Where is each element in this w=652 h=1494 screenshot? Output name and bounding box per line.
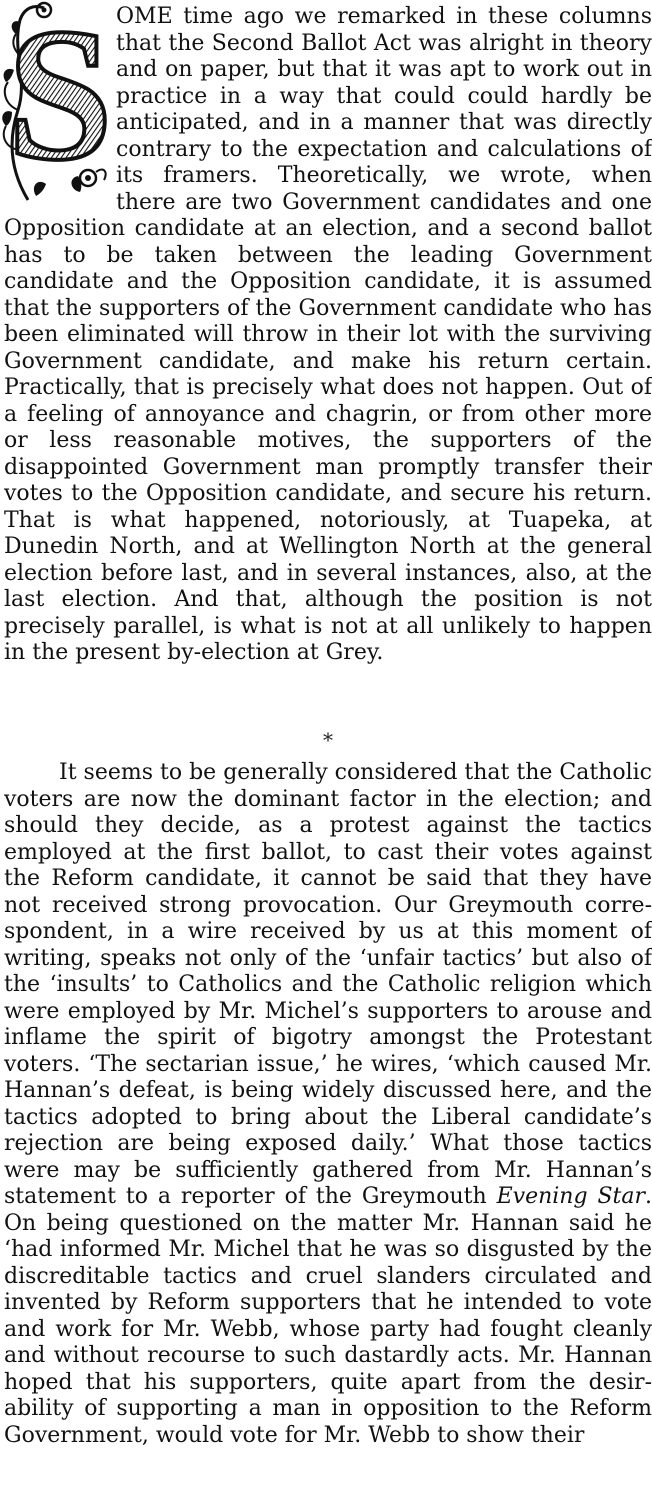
drop-cap-letter: S — [7, 0, 113, 200]
paragraph-1-text: OME time ago we remarked in these columns that the Second Ballot Act was alright in theory and on paper, but that it was apt to work out in practice in a way that could could hardly be anticipated, and in a manner that was directly contrary to the expectation and calculations of its framers. Theoretically, we wrote, when there are two Government candidates and one Opposition candidate at an election, and a second ballot has to be taken between the leading Government candidate and the Opposition candidate, it is assumed that the supporters of the Government candidate who has been eliminated will throw in their lot with the surviving Government candidate, and make his return certain. Practically, that is precisely what does not happen. Out of a feeling of annoyance and chagrin, or from other more or less reasonable motives, the supporters of the disappointed Government man promptly transfer their votes to the Opposition candidate, and secure his return. That is what happened, notoriously, at Tuapeka, at Dunedin North, and at Wellington North at the general election before last, and in several instances, also, at the last election. And that, although the position is not precisely parallel, is what is not at all unlikely to happen in the present by-election at Grey. — [4, 4, 652, 665]
paragraph-2-text-end: . On being questioned on the matter Mr. Hannan said he ‘had informed Mr. Michel that he was so disgusted by the discreditable tactics and cruel slanders circulated and invented by Reform supporters that he intended to vote and work for Mr. Webb, whose party had fought cleanly and without recourse to such dastardly acts. Mr. Hannan hoped that his supporters, quite apart from the desirability of supporting a man in opposition to the Reform Government, would vote for Mr. Webb to show their — [4, 1184, 652, 1448]
floral-ornament-icon — [0, 0, 113, 205]
paragraph-1 — [4, 0, 652, 667]
newspaper-title: Evening Star — [496, 1184, 645, 1209]
paragraph-2-text-start: It seems to be generally considered that the Catholic voters are now the dominant factor in the election; and should they decide, as a protest against the tactics employed at the first ballot, to cast their votes against the Reform candidate, it cannot be said that they have not received strong provocation. Our Greymouth correspondent, in a wire received by us at this moment of writing, speaks not only of the ‘unfair tactics’ but also of the ‘insults’ to Catholics and the Catholic religion which were employed by Mr. Michel’s supporters to arouse and inflame the spirit of bigotry amongst the Protestant voters. ‘The sectarian issue,’ he wires, ‘which caused Mr. Hannan’s defeat, is being widely discussed here, and the tactics adopted to bring about the Liberal candidate’s rejection are being exposed daily.’ What those tactics were may be sufficiently gathered from Mr. Hannan’s statement to a reporter of the Greymouth — [4, 760, 652, 1209]
paragraph-2 — [4, 760, 652, 1449]
ornamental-drop-cap — [0, 0, 113, 205]
section-separator: * — [323, 728, 333, 752]
newspaper-column — [4, 0, 652, 1490]
